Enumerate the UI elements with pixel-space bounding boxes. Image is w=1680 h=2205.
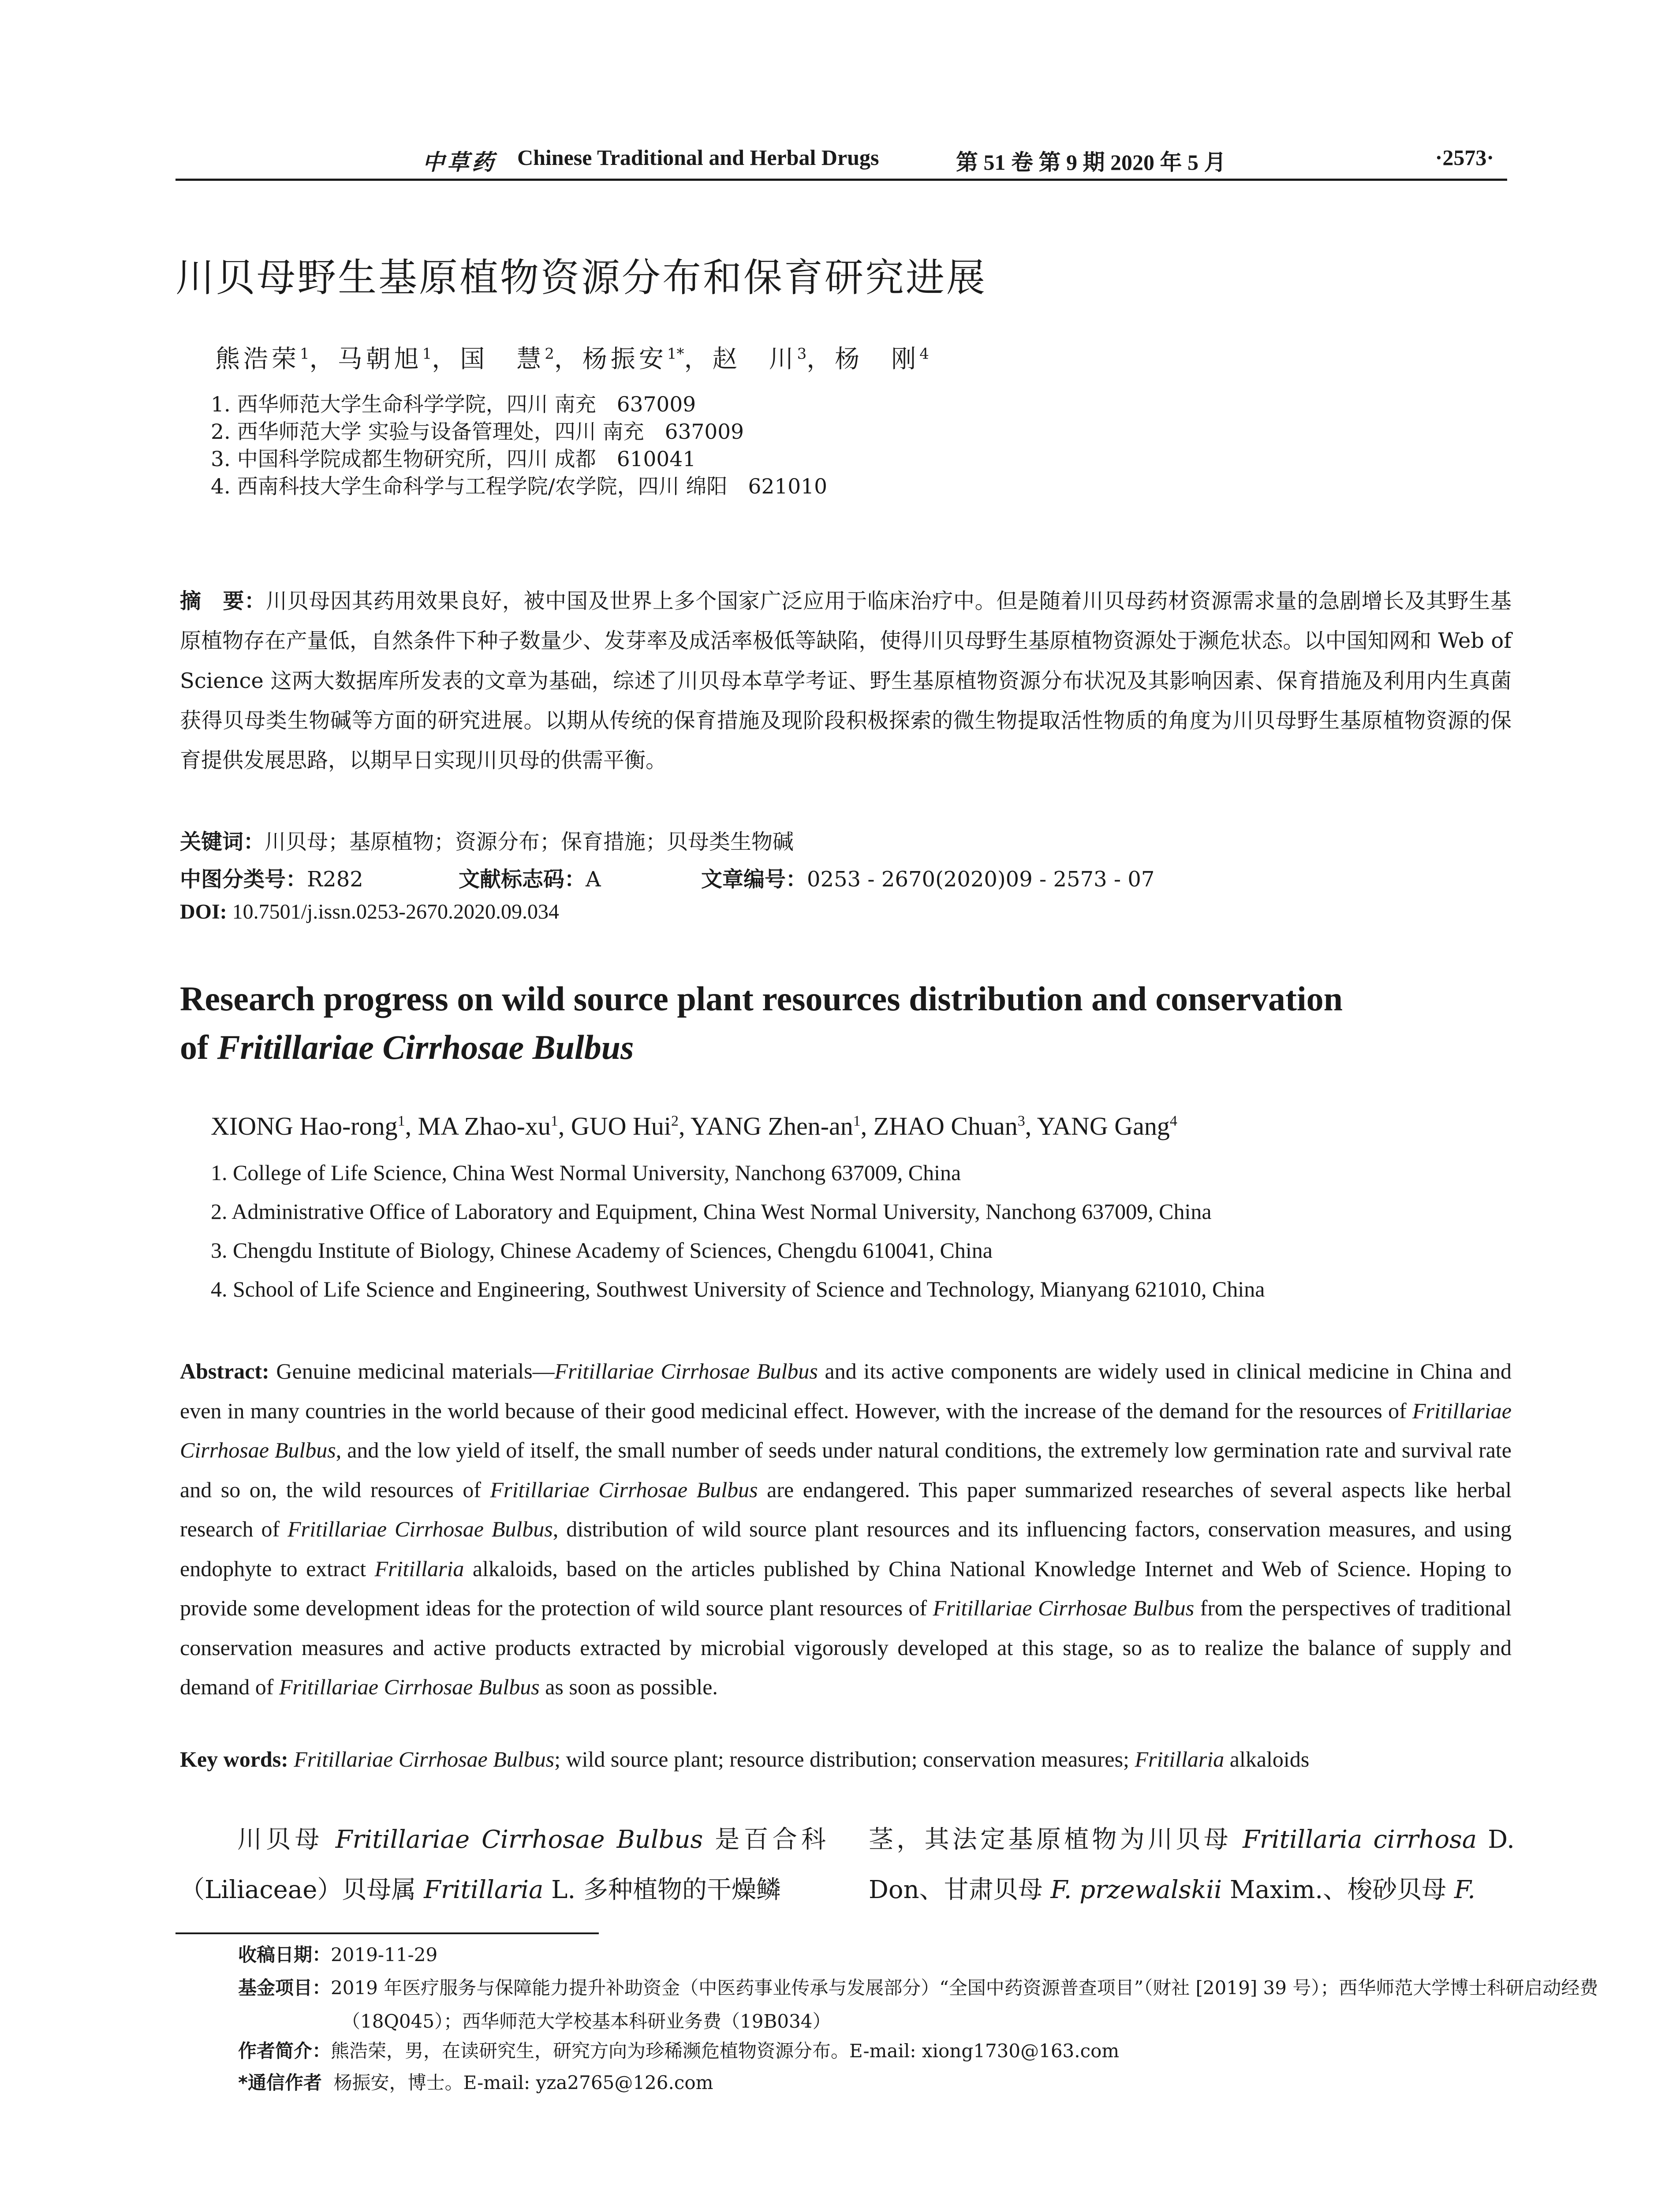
- doi-label: DOI:: [180, 900, 227, 923]
- author-separator: ，: [806, 345, 835, 374]
- footnote-rule: [175, 1932, 599, 1934]
- authors-en: [211, 1111, 1177, 1141]
- author-separator: ，: [554, 345, 582, 374]
- author-name: 杨 刚: [835, 345, 920, 374]
- italic-term: Fritillariae Cirrhosae Bulbus: [279, 1674, 540, 1699]
- author-name: 熊浩荣: [215, 345, 300, 374]
- page-number: ·2573·: [1435, 145, 1494, 170]
- author-label: 作者简介：: [238, 2040, 331, 2062]
- text-run: Genuine medicinal materials—: [269, 1359, 555, 1383]
- received-label: 收稿日期：: [238, 1944, 331, 1966]
- doc-label: 文献标志码：: [459, 867, 586, 892]
- text-run: 是百合科（Liliaceae）贝母属: [180, 1825, 826, 1904]
- article-label: 文章编号：: [701, 867, 807, 892]
- abstract-cn: [180, 581, 1512, 780]
- classification-line: [180, 862, 363, 893]
- text-run: 川贝母: [237, 1825, 336, 1854]
- italic-term: F.: [1454, 1876, 1475, 1904]
- title-en-prefix: of: [180, 1028, 217, 1066]
- author-separator: ,: [405, 1112, 418, 1140]
- doi-line: [180, 900, 559, 924]
- footnote-fund: [238, 1971, 1616, 2038]
- author-name: GUO Hui: [571, 1112, 672, 1140]
- text-run: Maxim.、梭砂贝母: [1222, 1876, 1454, 1904]
- author-name: 国 慧: [460, 345, 545, 374]
- title-en-species: Fritillariae Cirrhosae Bulbus: [217, 1028, 634, 1066]
- abstract-en-label: Abstract:: [180, 1359, 269, 1383]
- author-affiliation-marker: 1*: [667, 345, 684, 363]
- journal-name-en: Chinese Traditional and Herbal Drugs: [517, 145, 879, 170]
- italic-term: Fritillariae Cirrhosae Bulbus: [287, 1517, 553, 1541]
- author-affiliation-marker: 3: [797, 345, 807, 363]
- title-en-line2: [180, 1023, 1512, 1072]
- author-text: 熊浩荣，男，在读研究生，研究方向为珍稀濒危植物资源分布。E-mail: xiong1730@163.com: [331, 2040, 1120, 2062]
- footnote-corresponding: [238, 2068, 713, 2095]
- affiliation-en-2: 2. Administrative Office of Laboratory and Equipment, China West Normal University, Nanchong 637009, China: [211, 1199, 1212, 1224]
- author-name: 杨振安: [582, 345, 667, 374]
- author-name: XIONG Hao-rong: [211, 1112, 398, 1140]
- abstract-cn-label: 摘 要：: [180, 589, 266, 613]
- abstract-en-text: [180, 1359, 1512, 1699]
- text-run: D. Don、甘肃贝母: [869, 1825, 1515, 1904]
- italic-term: Fritillariae Cirrhosae Bulbus: [933, 1596, 1195, 1620]
- keywords-en: [180, 1746, 1309, 1772]
- affiliation-cn-3: 3. 中国科学院成都生物研究所，四川 成都 610041: [211, 447, 696, 471]
- text-run: ; wild source plant; resource distribution; conservation measures;: [554, 1747, 1135, 1771]
- author-affiliation-marker: 3: [1017, 1113, 1025, 1129]
- corresponding-text: 杨振安，博士。E-mail: yza2765@126.com: [333, 2072, 713, 2093]
- author-affiliation-marker: 1: [853, 1113, 861, 1129]
- text-run: alkaloids, based on the articles published by China National Knowledge Internet and Web of Science. Hoping to provide some development ideas for the protection of wild source plant resources of: [180, 1556, 1512, 1620]
- corresponding-label: *通信作者: [238, 2072, 322, 2093]
- issue-info: 第 51 卷 第 9 期 2020 年 5 月: [956, 150, 1226, 175]
- author-affiliation-marker: 1: [300, 345, 310, 363]
- keywords-en-text: [288, 1747, 1309, 1771]
- italic-term: Fritillaria: [424, 1876, 544, 1904]
- body-column-left: [180, 1815, 826, 1915]
- affiliation-en-1: 1. College of Life Science, China West Normal University, Nanchong 637009, China: [211, 1160, 961, 1185]
- keywords-cn-text: 川贝母；基原植物；资源分布；保育措施；贝母类生物碱: [265, 830, 794, 854]
- affiliation-cn-4: 4. 西南科技大学生命科学与工程学院/农学院，四川 绵阳 621010: [211, 475, 827, 499]
- authors-cn: [215, 340, 929, 375]
- doc-code: [459, 862, 601, 893]
- author-affiliation-marker: 1: [422, 345, 432, 363]
- footnote-author: [238, 2037, 1119, 2063]
- text-run: 茎，其法定基原植物为川贝母: [869, 1825, 1243, 1854]
- author-affiliation-marker: 1: [397, 1113, 405, 1129]
- text-run: are endangered. This paper summarized researches of several aspects like herbal research of: [180, 1477, 1512, 1541]
- text-run: L. 多种植物的干燥鳞: [543, 1876, 781, 1904]
- clc-value: R282: [307, 867, 363, 892]
- text-run: and its active components are widely used in clinical medicine in China and even in many countries in the world because of their good medicinal effect. However, with the increase of the demand for the resources of: [180, 1359, 1512, 1423]
- author-name: MA Zhao-xu: [418, 1112, 551, 1140]
- italic-term: Fritillariae Cirrhosae Bulbus: [554, 1359, 818, 1383]
- body-column-right: [869, 1815, 1515, 1915]
- keywords-cn-label: 关键词：: [180, 830, 265, 854]
- italic-term: Fritillaria: [374, 1556, 464, 1581]
- affiliation-cn-2: 2. 西华师范大学 实验与设备管理处，四川 南充 637009: [211, 420, 744, 444]
- keywords-cn: [180, 825, 794, 855]
- author-separator: ，: [309, 345, 338, 374]
- header-rule: [175, 179, 1507, 181]
- author-separator: ,: [679, 1112, 691, 1140]
- text-run: alkaloids: [1224, 1747, 1310, 1771]
- author-name: ZHAO Chuan: [873, 1112, 1018, 1140]
- italic-term: Fritillariae Cirrhosae Bulbus: [294, 1747, 555, 1771]
- article-value: 0253 - 2670(2020)09 - 2573 - 07: [807, 867, 1155, 892]
- author-separator: ,: [558, 1112, 571, 1140]
- author-separator: ,: [860, 1112, 874, 1140]
- doi-value: 10.7501/j.issn.0253-2670.2020.09.034: [232, 900, 560, 923]
- fund-label: 基金项目：: [238, 1977, 331, 1999]
- affiliation-cn-1: 1. 西华师范大学生命科学学院，四川 南充 637009: [211, 392, 696, 417]
- journal-name-cn: 中草药: [422, 150, 497, 175]
- text-run: [288, 1747, 294, 1771]
- author-separator: ，: [432, 345, 460, 374]
- author-separator: ,: [1025, 1112, 1037, 1140]
- title-cn: 川贝母野生基原植物资源分布和保育研究进展: [175, 255, 987, 300]
- text-run: , distribution of wild source plant resources and its influencing factors, conservation measures, and using endophyte to extract: [180, 1517, 1512, 1581]
- italic-term: Fritillaria cirrhosa: [1243, 1825, 1477, 1854]
- italic-term: Fritillaria: [1135, 1747, 1225, 1771]
- text-run: from the perspectives of traditional conservation measures and active products extracted by microbial vigorously developed at this stage, so as to realize the balance of supply and demand of: [180, 1596, 1512, 1699]
- received-date: 2019-11-29: [331, 1944, 438, 1966]
- clc-label: 中图分类号：: [180, 867, 307, 892]
- article-number: [701, 862, 1154, 893]
- fund-text: 2019 年医疗服务与保障能力提升补助资金（中医药事业传承与发展部分）“全国中药资源普查项目”（财社 [2019] 39 号）；西华师范大学博士科研启动经费（18Q045）；西华师范大学校基本科研业务费（19B034）: [331, 1977, 1598, 2032]
- title-en: [180, 975, 1512, 1072]
- affiliation-en-4: 4. School of Life Science and Engineering, Southwest University of Science and Technology, Mianyang 621010, China: [211, 1277, 1265, 1301]
- italic-term: Fritillariae Cirrhosae Bulbus: [335, 1825, 703, 1854]
- doc-value: A: [586, 867, 601, 892]
- italic-term: F. przewalskii: [1050, 1876, 1222, 1904]
- abstract-cn-text: 川贝母因其药用效果良好，被中国及世界上多个国家广泛应用于临床治疗中。但是随着川贝母药材资源需求量的急剧增长及其野生基原植物存在产量低，自然条件下种子数量少、发芽率及成活率极低等缺陷，使得川贝母野生基原植物资源处于濒危状态。以中国知网和 Web of Science 这两大数据库所发表的文章为基础，综述了川贝母本草学考证、野生基原植物资源分布状况及其影响因素、保育措施及利用内生真菌获得贝母类生物碱等方面的研究进展。以期从传统的保育措施及现阶段积极探索的微生物提取活性物质的角度为川贝母野生基原植物资源的保育提供发展思路，以期早日实现川贝母的供需平衡。: [180, 589, 1512, 773]
- author-separator: ，: [684, 345, 713, 374]
- author-affiliation-marker: 1: [550, 1113, 558, 1129]
- running-header: [175, 142, 1507, 177]
- italic-term: Fritillariae Cirrhosae Bulbus: [180, 1398, 1512, 1462]
- author-affiliation-marker: 2: [671, 1113, 679, 1129]
- affiliation-en-3: 3. Chengdu Institute of Biology, Chinese Academy of Sciences, Chengdu 610041, China: [211, 1238, 993, 1263]
- italic-term: Fritillariae Cirrhosae Bulbus: [490, 1477, 758, 1502]
- text-run: , and the low yield of itself, the small number of seeds under natural conditions, the extremely low germination rate and survival rate and so on, the wild resources of: [180, 1438, 1512, 1502]
- abstract-en: [180, 1352, 1512, 1707]
- keywords-en-label: Key words:: [180, 1747, 288, 1771]
- author-affiliation-marker: 2: [545, 345, 554, 363]
- author-name: 赵 川: [712, 345, 797, 374]
- author-name: YANG Gang: [1037, 1112, 1170, 1140]
- footnote-received: [238, 1940, 437, 1967]
- author-affiliation-marker: 4: [1169, 1113, 1177, 1129]
- author-name: 马朝旭: [337, 345, 422, 374]
- author-affiliation-marker: 4: [919, 345, 929, 363]
- author-name: YANG Zhen-an: [690, 1112, 853, 1140]
- text-run: as soon as possible.: [539, 1674, 718, 1699]
- title-en-line1: Research progress on wild source plant resources distribution and conservation: [180, 979, 1343, 1018]
